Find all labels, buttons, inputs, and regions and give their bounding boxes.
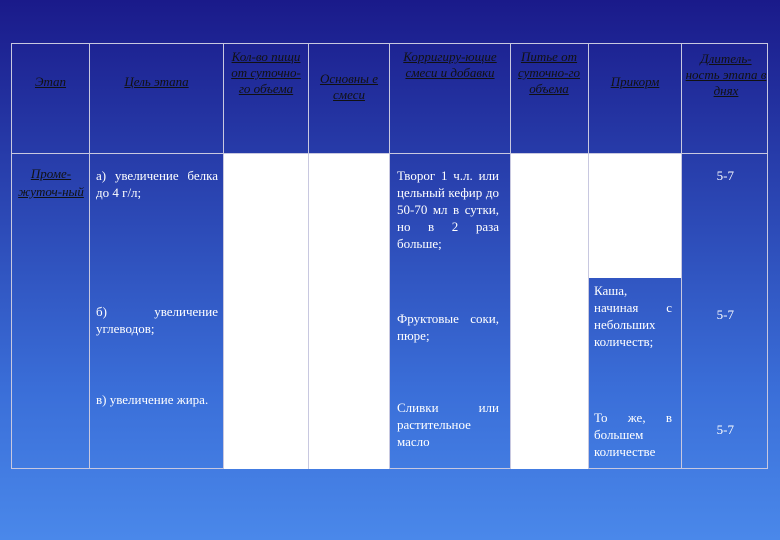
goal-b: б) увеличение углеводов;	[96, 304, 218, 336]
column-divider	[89, 44, 90, 468]
header-drinking: Питье от суточно-го объема	[517, 49, 581, 96]
blank-volume-cell	[224, 154, 308, 469]
blank-base-mix-cell	[309, 154, 389, 469]
goal-c: в) увеличение жира.	[96, 392, 209, 407]
stage-name: Проме-жуточ-ный	[18, 166, 84, 199]
feeding-table	[11, 43, 768, 469]
duration-b: 5-7	[716, 307, 734, 322]
complementary-c: То же, в большем количестве	[594, 410, 672, 459]
correcting-b: Фруктовые соки, пюре;	[397, 311, 499, 343]
header-volume: Кол-во пищи от суточно-го объема	[231, 49, 301, 96]
correcting-a: Творог 1 ч.л. или цельный кефир до 50-70 мл в сутки, но в 2 раза больше;	[397, 168, 499, 251]
header-goal: Цель этапа	[124, 74, 189, 89]
header-correcting: Корригиру-ющие смеси и добавки	[403, 49, 497, 80]
column-divider	[681, 44, 682, 468]
blank-complementary-cell	[589, 154, 681, 278]
blank-drinking-cell	[511, 154, 588, 469]
goal-a: а) увеличение белка до 4 г/л;	[96, 168, 218, 200]
correcting-c: Сливки или растительное масло	[397, 400, 499, 449]
header-base-mix: Основны е смеси	[319, 71, 379, 102]
header-duration: Длитель-ность этапа в днях	[685, 51, 767, 98]
complementary-b: Каша, начиная с небольших количеств;	[594, 283, 672, 349]
duration-c: 5-7	[716, 422, 734, 437]
header-complementary: Прикорм	[610, 74, 660, 89]
header-stage: Этап	[34, 74, 67, 89]
column-divider	[389, 44, 390, 468]
duration-a: 5-7	[716, 168, 734, 183]
